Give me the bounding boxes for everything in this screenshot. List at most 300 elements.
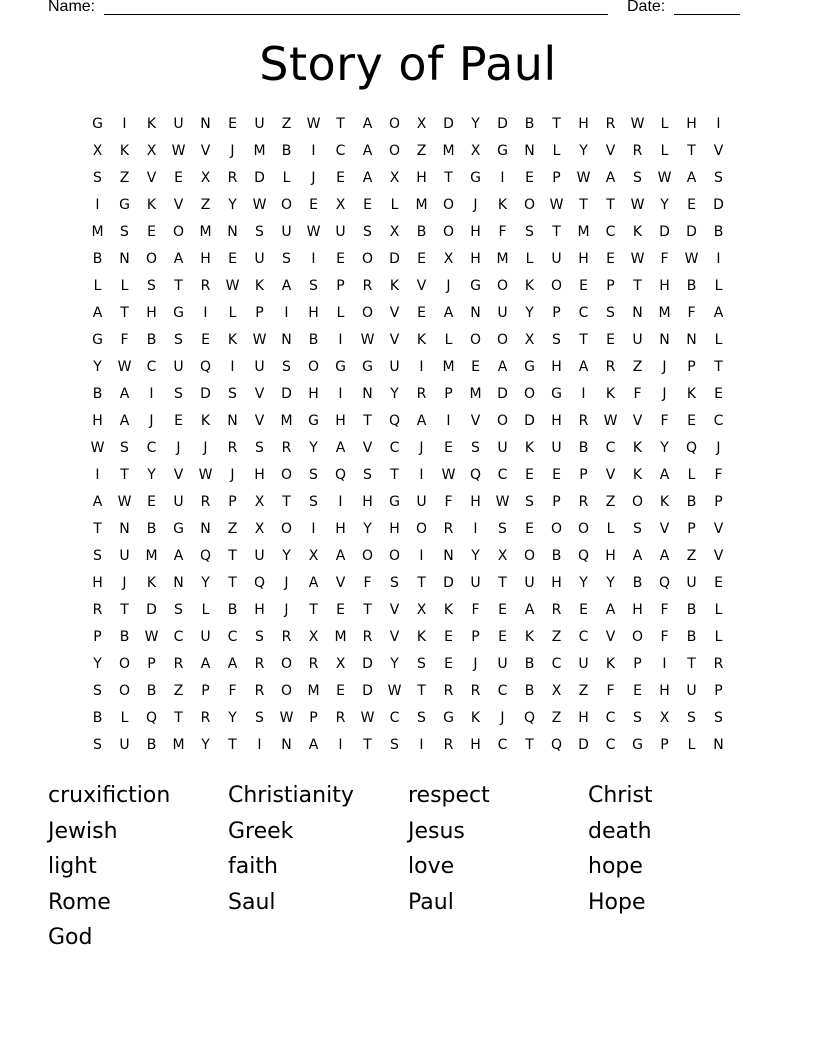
grid-letter[interactable]: S <box>309 278 318 294</box>
grid-letter[interactable]: O <box>523 548 536 564</box>
grid-letter[interactable]: W <box>495 494 510 510</box>
grid-letter[interactable]: U <box>551 440 562 456</box>
grid-letter[interactable]: F <box>714 467 723 483</box>
grid-letter[interactable]: G <box>524 359 535 375</box>
grid-letter[interactable]: C <box>605 737 616 753</box>
grid-letter[interactable]: O <box>523 197 536 213</box>
grid-letter[interactable]: Y <box>201 737 210 753</box>
grid-letter[interactable]: X <box>200 170 211 186</box>
grid-letter[interactable]: K <box>146 116 157 132</box>
grid-letter[interactable]: A <box>578 359 589 375</box>
grid-letter[interactable]: E <box>174 413 183 429</box>
grid-letter[interactable]: A <box>281 278 292 294</box>
grid-letter[interactable]: D <box>389 251 400 267</box>
grid-letter[interactable]: H <box>551 413 562 429</box>
grid-letter[interactable]: N <box>227 413 238 429</box>
grid-letter[interactable]: L <box>687 737 696 753</box>
grid-letter[interactable]: S <box>174 332 183 348</box>
grid-letter[interactable]: F <box>687 305 696 321</box>
grid-letter[interactable]: X <box>254 494 265 510</box>
grid-letter[interactable]: L <box>93 278 102 294</box>
grid-letter[interactable]: H <box>308 305 319 321</box>
grid-letter[interactable]: C <box>605 440 616 456</box>
grid-letter[interactable]: Z <box>200 197 211 213</box>
grid-letter[interactable]: U <box>173 359 184 375</box>
grid-letter[interactable]: P <box>552 170 561 186</box>
grid-letter[interactable]: S <box>93 683 102 699</box>
grid-letter[interactable]: H <box>92 575 103 591</box>
grid-letter[interactable]: H <box>470 224 481 240</box>
grid-letter[interactable]: E <box>687 413 696 429</box>
grid-letter[interactable]: H <box>632 602 643 618</box>
grid-letter[interactable]: I <box>446 413 451 429</box>
grid-letter[interactable]: S <box>255 710 264 726</box>
grid-letter[interactable]: T <box>552 224 561 240</box>
grid-letter[interactable]: I <box>500 170 505 186</box>
grid-letter[interactable]: P <box>201 683 210 699</box>
grid-letter[interactable]: T <box>174 278 183 294</box>
grid-letter[interactable]: Q <box>577 548 590 564</box>
grid-letter[interactable]: S <box>363 224 372 240</box>
grid-letter[interactable]: T <box>120 602 129 618</box>
grid-letter[interactable]: S <box>714 170 723 186</box>
grid-letter[interactable]: P <box>336 278 345 294</box>
grid-letter[interactable]: P <box>471 629 480 645</box>
grid-letter[interactable]: H <box>389 521 400 537</box>
grid-letter[interactable]: Y <box>147 467 156 483</box>
grid-letter[interactable]: J <box>230 467 235 483</box>
grid-letter[interactable]: E <box>417 251 426 267</box>
grid-letter[interactable]: K <box>524 629 535 645</box>
grid-letter[interactable]: E <box>417 305 426 321</box>
grid-letter[interactable]: I <box>419 548 424 564</box>
grid-letter[interactable]: J <box>284 602 289 618</box>
grid-letter[interactable]: Y <box>363 521 372 537</box>
name-blank-line[interactable] <box>104 14 608 15</box>
grid-letter[interactable]: N <box>524 143 535 159</box>
grid-letter[interactable]: E <box>336 170 345 186</box>
grid-letter[interactable]: B <box>119 629 130 645</box>
grid-letter[interactable]: L <box>444 332 453 348</box>
grid-letter[interactable]: P <box>687 359 696 375</box>
grid-letter[interactable]: S <box>120 440 129 456</box>
grid-letter[interactable]: R <box>632 143 643 159</box>
grid-letter[interactable]: T <box>687 656 696 672</box>
grid-letter[interactable]: A <box>362 116 373 132</box>
grid-letter[interactable]: B <box>632 575 643 591</box>
grid-letter[interactable]: P <box>444 386 453 402</box>
grid-letter[interactable]: S <box>174 386 183 402</box>
grid-letter[interactable]: J <box>230 143 235 159</box>
grid-letter[interactable]: O <box>280 467 293 483</box>
grid-letter[interactable]: H <box>659 683 670 699</box>
grid-letter[interactable]: O <box>280 197 293 213</box>
grid-letter[interactable]: U <box>524 575 535 591</box>
grid-letter[interactable]: T <box>417 683 426 699</box>
grid-letter[interactable]: P <box>714 683 723 699</box>
grid-letter[interactable]: O <box>361 305 374 321</box>
grid-letter[interactable]: H <box>146 305 157 321</box>
grid-letter[interactable]: X <box>389 224 400 240</box>
grid-letter[interactable]: H <box>254 602 265 618</box>
grid-letter[interactable]: E <box>525 521 534 537</box>
grid-letter[interactable]: Y <box>579 575 588 591</box>
grid-letter[interactable]: U <box>119 737 130 753</box>
grid-letter[interactable]: T <box>444 170 453 186</box>
grid-letter[interactable]: T <box>228 575 237 591</box>
grid-letter[interactable]: A <box>119 413 130 429</box>
grid-letter[interactable]: I <box>338 332 343 348</box>
grid-letter[interactable]: W <box>306 116 321 132</box>
grid-letter[interactable]: L <box>687 467 696 483</box>
grid-letter[interactable]: K <box>146 575 157 591</box>
grid-letter[interactable]: M <box>577 224 590 240</box>
grid-letter[interactable]: F <box>660 629 669 645</box>
grid-letter[interactable]: D <box>686 224 697 240</box>
grid-letter[interactable]: F <box>444 494 453 510</box>
grid-letter[interactable]: C <box>497 683 508 699</box>
grid-letter[interactable]: V <box>605 467 616 483</box>
grid-letter[interactable]: I <box>122 116 127 132</box>
grid-letter[interactable]: U <box>632 332 643 348</box>
grid-letter[interactable]: O <box>388 548 401 564</box>
grid-letter[interactable]: G <box>443 710 454 726</box>
grid-letter[interactable]: T <box>120 467 129 483</box>
grid-letter[interactable]: O <box>280 656 293 672</box>
grid-letter[interactable]: A <box>119 386 130 402</box>
grid-letter[interactable]: D <box>281 386 292 402</box>
grid-letter[interactable]: N <box>173 575 184 591</box>
grid-letter[interactable]: P <box>606 278 615 294</box>
grid-letter[interactable]: Q <box>523 710 536 726</box>
grid-letter[interactable]: R <box>335 710 346 726</box>
grid-letter[interactable]: T <box>579 197 588 213</box>
grid-letter[interactable]: K <box>470 710 481 726</box>
grid-letter[interactable]: V <box>713 143 724 159</box>
grid-letter[interactable]: N <box>281 332 292 348</box>
grid-letter[interactable]: L <box>660 116 669 132</box>
grid-letter[interactable]: B <box>92 710 103 726</box>
grid-letter[interactable]: A <box>443 305 454 321</box>
grid-letter[interactable]: Z <box>551 710 562 726</box>
grid-letter[interactable]: B <box>686 278 697 294</box>
grid-letter[interactable]: V <box>389 305 400 321</box>
grid-letter[interactable]: P <box>714 494 723 510</box>
grid-letter[interactable]: U <box>686 575 697 591</box>
grid-letter[interactable]: L <box>606 521 615 537</box>
grid-letter[interactable]: X <box>497 548 508 564</box>
grid-letter[interactable]: W <box>630 251 645 267</box>
grid-letter[interactable]: C <box>578 305 589 321</box>
grid-letter[interactable]: C <box>578 629 589 645</box>
grid-letter[interactable]: Y <box>660 197 669 213</box>
grid-letter[interactable]: I <box>149 386 154 402</box>
grid-letter[interactable]: R <box>200 278 211 294</box>
grid-letter[interactable]: O <box>631 629 644 645</box>
grid-letter[interactable]: A <box>335 548 346 564</box>
grid-letter[interactable]: U <box>497 440 508 456</box>
grid-letter[interactable]: R <box>605 359 616 375</box>
grid-letter[interactable]: A <box>362 170 373 186</box>
grid-letter[interactable]: W <box>360 332 375 348</box>
grid-letter[interactable]: U <box>173 116 184 132</box>
grid-letter[interactable]: R <box>308 656 319 672</box>
grid-letter[interactable]: V <box>335 575 346 591</box>
grid-letter[interactable]: I <box>284 305 289 321</box>
grid-letter[interactable]: F <box>660 602 669 618</box>
grid-letter[interactable]: X <box>389 170 400 186</box>
grid-letter[interactable]: S <box>309 494 318 510</box>
grid-letter[interactable]: O <box>361 251 374 267</box>
grid-letter[interactable]: O <box>469 332 482 348</box>
grid-letter[interactable]: Y <box>390 656 399 672</box>
grid-letter[interactable]: E <box>228 116 237 132</box>
grid-letter[interactable]: D <box>659 224 670 240</box>
grid-letter[interactable]: D <box>200 386 211 402</box>
grid-letter[interactable]: E <box>336 683 345 699</box>
grid-letter[interactable]: B <box>146 683 157 699</box>
grid-letter[interactable]: D <box>443 575 454 591</box>
grid-letter[interactable]: O <box>118 656 131 672</box>
grid-letter[interactable]: E <box>336 602 345 618</box>
grid-letter[interactable]: K <box>605 656 616 672</box>
grid-letter[interactable]: Y <box>228 197 237 213</box>
grid-letter[interactable]: A <box>173 251 184 267</box>
grid-letter[interactable]: B <box>308 332 319 348</box>
grid-letter[interactable]: F <box>498 224 507 240</box>
grid-letter[interactable]: E <box>147 494 156 510</box>
grid-letter[interactable]: L <box>390 197 399 213</box>
grid-letter[interactable]: L <box>120 710 129 726</box>
grid-letter[interactable]: S <box>498 521 507 537</box>
grid-letter[interactable]: X <box>443 251 454 267</box>
grid-letter[interactable]: Y <box>606 575 615 591</box>
grid-letter[interactable]: B <box>92 251 103 267</box>
grid-letter[interactable]: T <box>363 602 372 618</box>
grid-letter[interactable]: Z <box>632 359 643 375</box>
grid-letter[interactable]: T <box>714 359 723 375</box>
grid-letter[interactable]: K <box>632 467 643 483</box>
grid-letter[interactable]: B <box>146 737 157 753</box>
grid-letter[interactable]: P <box>309 710 318 726</box>
grid-letter[interactable]: B <box>227 602 238 618</box>
grid-letter[interactable]: I <box>716 251 721 267</box>
grid-letter[interactable]: V <box>713 548 724 564</box>
grid-letter[interactable]: T <box>93 521 102 537</box>
grid-letter[interactable]: T <box>579 332 588 348</box>
grid-letter[interactable]: C <box>389 710 400 726</box>
grid-letter[interactable]: P <box>687 521 696 537</box>
grid-letter[interactable]: I <box>473 521 478 537</box>
grid-letter[interactable]: F <box>471 602 480 618</box>
grid-letter[interactable]: D <box>524 413 535 429</box>
grid-letter[interactable]: A <box>659 467 670 483</box>
grid-letter[interactable]: A <box>92 494 103 510</box>
grid-letter[interactable]: E <box>714 575 723 591</box>
grid-letter[interactable]: S <box>417 710 426 726</box>
grid-letter[interactable]: K <box>686 386 697 402</box>
grid-letter[interactable]: I <box>419 359 424 375</box>
grid-letter[interactable]: S <box>471 440 480 456</box>
grid-letter[interactable]: O <box>496 278 509 294</box>
grid-letter[interactable]: G <box>362 359 373 375</box>
grid-letter[interactable]: X <box>308 548 319 564</box>
grid-letter[interactable]: F <box>660 413 669 429</box>
grid-letter[interactable]: I <box>230 359 235 375</box>
grid-letter[interactable]: L <box>552 143 561 159</box>
grid-letter[interactable]: W <box>144 629 159 645</box>
grid-letter[interactable]: T <box>228 548 237 564</box>
grid-letter[interactable]: S <box>525 224 534 240</box>
grid-letter[interactable]: N <box>686 332 697 348</box>
grid-letter[interactable]: U <box>173 494 184 510</box>
grid-letter[interactable]: N <box>713 737 724 753</box>
grid-letter[interactable]: H <box>92 413 103 429</box>
grid-letter[interactable]: G <box>551 386 562 402</box>
grid-letter[interactable]: X <box>524 332 535 348</box>
grid-letter[interactable]: U <box>200 629 211 645</box>
grid-letter[interactable]: K <box>524 278 535 294</box>
grid-letter[interactable]: M <box>415 197 428 213</box>
grid-letter[interactable]: E <box>714 386 723 402</box>
grid-letter[interactable]: D <box>497 386 508 402</box>
grid-letter[interactable]: I <box>311 143 316 159</box>
grid-letter[interactable]: V <box>632 413 643 429</box>
grid-letter[interactable]: N <box>470 305 481 321</box>
grid-letter[interactable]: N <box>281 737 292 753</box>
grid-letter[interactable]: A <box>200 656 211 672</box>
grid-letter[interactable]: E <box>525 467 534 483</box>
grid-letter[interactable]: J <box>203 440 208 456</box>
grid-letter[interactable]: G <box>470 278 481 294</box>
grid-letter[interactable]: I <box>311 251 316 267</box>
grid-letter[interactable]: A <box>173 548 184 564</box>
grid-letter[interactable]: Q <box>685 440 698 456</box>
grid-letter[interactable]: Y <box>201 575 210 591</box>
grid-letter[interactable]: S <box>147 278 156 294</box>
grid-letter[interactable]: Z <box>416 143 427 159</box>
grid-letter[interactable]: I <box>338 737 343 753</box>
grid-letter[interactable]: O <box>415 521 428 537</box>
grid-letter[interactable]: C <box>551 656 562 672</box>
grid-letter[interactable]: U <box>254 548 265 564</box>
grid-letter[interactable]: W <box>117 494 132 510</box>
grid-letter[interactable]: H <box>308 386 319 402</box>
grid-letter[interactable]: S <box>417 656 426 672</box>
grid-letter[interactable]: A <box>497 359 508 375</box>
grid-letter[interactable]: F <box>120 332 129 348</box>
grid-letter[interactable]: T <box>363 737 372 753</box>
grid-letter[interactable]: E <box>552 467 561 483</box>
grid-letter[interactable]: U <box>254 116 265 132</box>
grid-letter[interactable]: L <box>714 602 723 618</box>
grid-letter[interactable]: S <box>687 710 696 726</box>
grid-letter[interactable]: S <box>309 467 318 483</box>
grid-letter[interactable]: M <box>307 683 320 699</box>
grid-letter[interactable]: C <box>605 224 616 240</box>
grid-letter[interactable]: D <box>497 116 508 132</box>
grid-letter[interactable]: S <box>633 710 642 726</box>
grid-letter[interactable]: Q <box>199 548 212 564</box>
grid-letter[interactable]: U <box>119 548 130 564</box>
grid-letter[interactable]: E <box>363 197 372 213</box>
grid-letter[interactable]: M <box>442 359 455 375</box>
grid-letter[interactable]: W <box>198 467 213 483</box>
grid-letter[interactable]: B <box>551 548 562 564</box>
grid-letter[interactable]: W <box>252 332 267 348</box>
grid-letter[interactable]: S <box>282 251 291 267</box>
grid-letter[interactable]: T <box>633 278 642 294</box>
grid-letter[interactable]: F <box>633 386 642 402</box>
grid-letter[interactable]: H <box>551 359 562 375</box>
grid-letter[interactable]: T <box>228 737 237 753</box>
grid-letter[interactable]: O <box>145 251 158 267</box>
grid-letter[interactable]: Y <box>660 440 669 456</box>
grid-letter[interactable]: W <box>252 197 267 213</box>
grid-letter[interactable]: K <box>200 413 211 429</box>
grid-letter[interactable]: O <box>172 224 185 240</box>
grid-letter[interactable]: D <box>578 737 589 753</box>
grid-letter[interactable]: X <box>92 143 103 159</box>
grid-letter[interactable]: R <box>200 494 211 510</box>
grid-letter[interactable]: M <box>280 413 293 429</box>
grid-letter[interactable]: E <box>201 332 210 348</box>
grid-letter[interactable]: Q <box>388 413 401 429</box>
grid-letter[interactable]: N <box>659 332 670 348</box>
grid-letter[interactable]: S <box>633 521 642 537</box>
grid-letter[interactable]: N <box>443 548 454 564</box>
grid-letter[interactable]: A <box>362 143 373 159</box>
grid-letter[interactable]: B <box>686 629 697 645</box>
grid-letter[interactable]: A <box>92 305 103 321</box>
grid-letter[interactable]: W <box>441 467 456 483</box>
grid-letter[interactable]: T <box>417 575 426 591</box>
grid-letter[interactable]: X <box>146 143 157 159</box>
grid-letter[interactable]: E <box>525 170 534 186</box>
grid-letter[interactable]: D <box>254 170 265 186</box>
grid-letter[interactable]: N <box>227 224 238 240</box>
grid-letter[interactable]: E <box>444 629 453 645</box>
grid-letter[interactable]: G <box>389 494 400 510</box>
grid-letter[interactable]: I <box>257 737 262 753</box>
grid-letter[interactable]: R <box>551 602 562 618</box>
grid-letter[interactable]: Y <box>93 656 102 672</box>
grid-letter[interactable]: X <box>335 197 346 213</box>
grid-letter[interactable]: G <box>335 359 346 375</box>
grid-letter[interactable]: H <box>200 251 211 267</box>
grid-letter[interactable]: P <box>660 737 669 753</box>
grid-letter[interactable]: B <box>686 602 697 618</box>
grid-letter[interactable]: F <box>363 575 372 591</box>
grid-letter[interactable]: D <box>362 683 373 699</box>
grid-letter[interactable]: I <box>95 467 100 483</box>
grid-letter[interactable]: G <box>92 332 103 348</box>
grid-letter[interactable]: C <box>227 629 238 645</box>
grid-letter[interactable]: I <box>95 197 100 213</box>
grid-letter[interactable]: A <box>335 440 346 456</box>
grid-letter[interactable]: P <box>228 494 237 510</box>
grid-letter[interactable]: H <box>686 116 697 132</box>
grid-letter[interactable]: L <box>336 305 345 321</box>
grid-letter[interactable]: I <box>419 737 424 753</box>
grid-letter[interactable]: O <box>361 548 374 564</box>
grid-letter[interactable]: W <box>387 683 402 699</box>
grid-letter[interactable]: B <box>416 224 427 240</box>
grid-letter[interactable]: U <box>254 251 265 267</box>
grid-letter[interactable]: A <box>524 602 535 618</box>
grid-letter[interactable]: C <box>173 629 184 645</box>
grid-letter[interactable]: X <box>308 629 319 645</box>
